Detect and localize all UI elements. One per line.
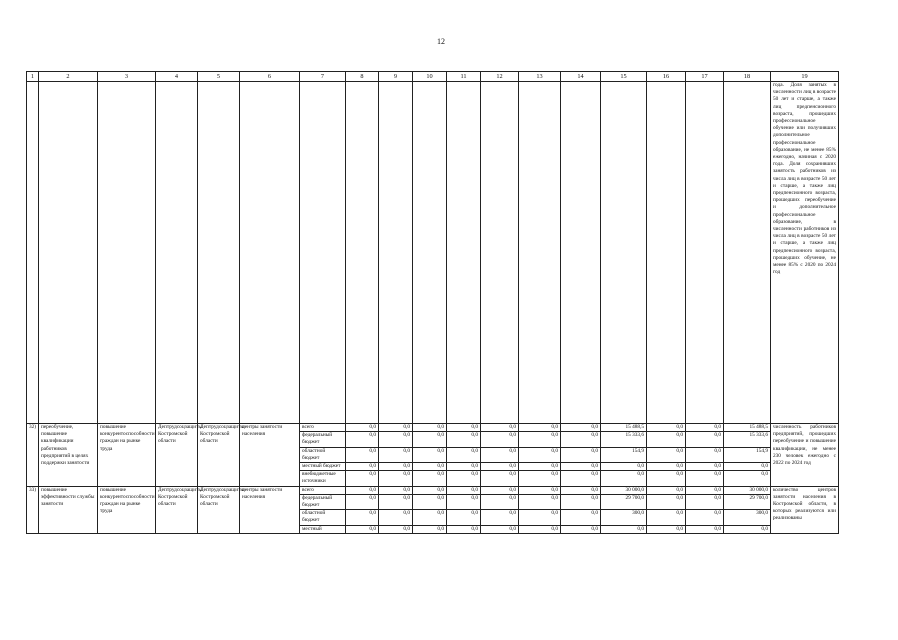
funding-value: 0,0 xyxy=(601,525,647,533)
funding-source: всего xyxy=(300,486,346,494)
participants: центры занятости населения xyxy=(240,424,300,487)
cont-cell-6 xyxy=(240,82,300,424)
funding-value: 0,0 xyxy=(686,432,724,447)
target-indicator: количество центров занятости населения в Костромской области, в которых реализуются или реализованы xyxy=(771,486,839,533)
funding-value: 0,0 xyxy=(519,432,561,447)
funding-value: 0,0 xyxy=(561,447,601,462)
funding-value: 0,0 xyxy=(413,486,447,494)
funding-value: 0,0 xyxy=(413,494,447,509)
funding-source: федеральный бюджет xyxy=(300,494,346,509)
column-header: 11 xyxy=(447,72,481,82)
page-number: 12 xyxy=(437,37,445,46)
funding-value: 0,0 xyxy=(447,463,481,471)
funding-source: внебюджетные источники xyxy=(300,471,346,486)
header-row xyxy=(27,72,839,82)
funding-value: 0,0 xyxy=(561,463,601,471)
activity-name: повышение эффективности службы занятости xyxy=(39,486,98,533)
funding-value: 0,0 xyxy=(519,525,561,533)
column-header: 8 xyxy=(346,72,379,82)
funding-value: 0,0 xyxy=(519,447,561,462)
funding-value: 29 700,0 xyxy=(724,494,771,509)
cont-cell-10 xyxy=(413,82,447,424)
funding-value: 0,0 xyxy=(379,432,413,447)
funding-value: 0,0 xyxy=(647,447,686,462)
cont-cell-9 xyxy=(379,82,413,424)
funding-value: 0,0 xyxy=(647,471,686,486)
funding-value: 0,0 xyxy=(447,447,481,462)
funding-value: 0,0 xyxy=(561,424,601,432)
funding-value: 0,0 xyxy=(346,486,379,494)
funding-value: 0,0 xyxy=(346,494,379,509)
row-number: 33) xyxy=(27,486,39,533)
funding-value: 0,0 xyxy=(379,486,413,494)
activity-goal: повышение конкурентоспособности граждан на рынке труда xyxy=(98,486,156,533)
funding-value: 0,0 xyxy=(519,471,561,486)
funding-value: 0,0 xyxy=(413,510,447,525)
continuation-row xyxy=(27,82,839,424)
funding-value: 0,0 xyxy=(447,471,481,486)
funding-value: 0,0 xyxy=(686,486,724,494)
co-executor: Дептрудсоцзащиты Костромской области xyxy=(198,486,240,533)
column-header: 10 xyxy=(413,72,447,82)
funding-value: 154,9 xyxy=(724,447,771,462)
funding-value: 300,0 xyxy=(724,510,771,525)
column-header: 2 xyxy=(39,72,98,82)
funding-value: 0,0 xyxy=(346,463,379,471)
funding-value: 0,0 xyxy=(686,525,724,533)
funding-value: 15 333,6 xyxy=(724,432,771,447)
column-header: 15 xyxy=(601,72,647,82)
funding-value: 0,0 xyxy=(481,510,519,525)
funding-value: 0,0 xyxy=(601,471,647,486)
funding-value: 15 333,6 xyxy=(601,432,647,447)
funding-value: 0,0 xyxy=(413,471,447,486)
funding-value: 0,0 xyxy=(379,525,413,533)
funding-value: 0,0 xyxy=(647,486,686,494)
funding-value: 0,0 xyxy=(724,463,771,471)
funding-value: 0,0 xyxy=(447,525,481,533)
funding-value: 0,0 xyxy=(724,525,771,533)
column-header: 14 xyxy=(561,72,601,82)
funding-source: областной бюджет xyxy=(300,447,346,462)
funding-source: областной бюджет xyxy=(300,510,346,525)
activity-name: переобучение, повышение квалификации работников предприятий в целях поддержки занятости xyxy=(39,424,98,487)
column-header: 12 xyxy=(481,72,519,82)
funding-value: 0,0 xyxy=(686,471,724,486)
funding-value: 0,0 xyxy=(379,494,413,509)
funding-value: 0,0 xyxy=(481,525,519,533)
funding-value: 0,0 xyxy=(519,494,561,509)
funding-value: 0,0 xyxy=(519,424,561,432)
cont-cell-15 xyxy=(601,82,647,424)
funding-value: 0,0 xyxy=(346,525,379,533)
funding-value: 0,0 xyxy=(519,463,561,471)
column-header: 9 xyxy=(379,72,413,82)
funding-value: 0,0 xyxy=(481,447,519,462)
funding-value: 0,0 xyxy=(379,471,413,486)
funding-source: федеральный бюджет xyxy=(300,432,346,447)
funding-value: 0,0 xyxy=(724,471,771,486)
funding-source: местный бюджет xyxy=(300,463,346,471)
funding-value: 0,0 xyxy=(647,463,686,471)
funding-value: 0,0 xyxy=(346,424,379,432)
funding-value: 0,0 xyxy=(601,463,647,471)
funding-value: 0,0 xyxy=(686,510,724,525)
participants: центры занятости населения xyxy=(240,486,300,533)
cont-cell-7 xyxy=(300,82,346,424)
funding-value: 0,0 xyxy=(647,424,686,432)
cont-cell-13 xyxy=(519,82,561,424)
cont-cell-14 xyxy=(561,82,601,424)
cont-cell-5 xyxy=(198,82,240,424)
funding-value: 0,0 xyxy=(561,471,601,486)
funding-value: 0,0 xyxy=(481,432,519,447)
funding-value: 0,0 xyxy=(379,424,413,432)
funding-value: 0,0 xyxy=(379,447,413,462)
column-header: 6 xyxy=(240,72,300,82)
funding-value: 0,0 xyxy=(481,486,519,494)
funding-value: 0,0 xyxy=(346,510,379,525)
funding-value: 0,0 xyxy=(481,471,519,486)
co-executor: Дептрудсоцзащиты Костромской области xyxy=(198,424,240,487)
column-header: 19 xyxy=(771,72,839,82)
funding-value: 0,0 xyxy=(413,525,447,533)
funding-value: 0,0 xyxy=(561,494,601,509)
funding-value: 0,0 xyxy=(413,432,447,447)
cont-cell-4 xyxy=(156,82,198,424)
column-header: 18 xyxy=(724,72,771,82)
funding-value: 15 488,5 xyxy=(724,424,771,432)
funding-source: всего xyxy=(300,424,346,432)
funding-value: 0,0 xyxy=(346,432,379,447)
funding-value: 0,0 xyxy=(686,463,724,471)
program-table xyxy=(26,71,839,534)
funding-value: 0,0 xyxy=(447,486,481,494)
funding-value: 0,0 xyxy=(346,471,379,486)
cont-cell-18 xyxy=(724,82,771,424)
funding-value: 0,0 xyxy=(686,447,724,462)
funding-value: 0,0 xyxy=(379,463,413,471)
funding-value: 0,0 xyxy=(647,525,686,533)
cont-cell-17 xyxy=(686,82,724,424)
funding-value: 0,0 xyxy=(413,463,447,471)
funding-value: 0,0 xyxy=(519,510,561,525)
funding-value: 0,0 xyxy=(447,494,481,509)
cont-cell-1 xyxy=(27,82,39,424)
funding-value: 0,0 xyxy=(481,424,519,432)
funding-row xyxy=(27,486,839,494)
funding-value: 0,0 xyxy=(686,424,724,432)
funding-value: 0,0 xyxy=(413,424,447,432)
funding-value: 0,0 xyxy=(647,510,686,525)
column-header: 5 xyxy=(198,72,240,82)
funding-value: 30 000,0 xyxy=(601,486,647,494)
funding-value: 0,0 xyxy=(519,486,561,494)
column-header: 1 xyxy=(27,72,39,82)
cont-cell-2 xyxy=(39,82,98,424)
funding-value: 0,0 xyxy=(561,432,601,447)
funding-value: 0,0 xyxy=(686,494,724,509)
funding-value: 30 000,0 xyxy=(724,486,771,494)
funding-value: 0,0 xyxy=(447,510,481,525)
column-header: 13 xyxy=(519,72,561,82)
funding-value: 0,0 xyxy=(481,463,519,471)
funding-value: 0,0 xyxy=(647,494,686,509)
column-header: 7 xyxy=(300,72,346,82)
cont-cell-3 xyxy=(98,82,156,424)
funding-source: местный xyxy=(300,525,346,533)
row-number: 32) xyxy=(27,424,39,487)
responsible-executor: Дептрудсоцзащиты Костромской области xyxy=(156,424,198,487)
column-header: 4 xyxy=(156,72,198,82)
responsible-executor: Дептрудсоцзащиты Костромской области xyxy=(156,486,198,533)
funding-value: 0,0 xyxy=(413,447,447,462)
cont-cell-11 xyxy=(447,82,481,424)
column-header: 17 xyxy=(686,72,724,82)
funding-value: 0,0 xyxy=(346,447,379,462)
funding-value: 0,0 xyxy=(481,494,519,509)
funding-value: 0,0 xyxy=(561,510,601,525)
cont-cell-12 xyxy=(481,82,519,424)
cont-cell-8 xyxy=(346,82,379,424)
funding-value: 29 700,0 xyxy=(601,494,647,509)
funding-value: 0,0 xyxy=(447,424,481,432)
column-header: 16 xyxy=(647,72,686,82)
funding-value: 300,0 xyxy=(601,510,647,525)
funding-value: 0,0 xyxy=(561,525,601,533)
funding-value: 0,0 xyxy=(647,432,686,447)
funding-row xyxy=(27,424,839,432)
funding-value: 0,0 xyxy=(561,486,601,494)
column-header: 3 xyxy=(98,72,156,82)
funding-value: 15 488,5 xyxy=(601,424,647,432)
funding-value: 154,9 xyxy=(601,447,647,462)
funding-value: 0,0 xyxy=(447,432,481,447)
target-indicator: численность работников предприятий, прошедших переобучение и повышение квалификации, не менее 230 человек ежегодно с 2022 по 2024 год xyxy=(771,424,839,487)
funding-value: 0,0 xyxy=(379,510,413,525)
cont-cell-16 xyxy=(647,82,686,424)
activity-goal: повышение конкурентоспособности граждан на рынке труда xyxy=(98,424,156,487)
continuation-indicator-text: года. Доля занятых в численности лиц в возрасте 50 лет и старше, а также лиц предпенсионного возраста, прошедших профессиональное обучение или получивших дополнительное профессиональное образование, не менее 85% ежегодно, начиная с 2020 года. Доля сохранивших занятость работников из числа лиц в возрасте 50 лет и старше, а также лиц предпенсионного возраста, прошедших переобучение и дополнительное профессиональное образование, в численности работников из числа лиц в возрасте 50 лет и старше, а также лиц предпенсионного возраста, прошедших обучение, не менее 85% с 2020 по 2024 год xyxy=(771,82,839,424)
